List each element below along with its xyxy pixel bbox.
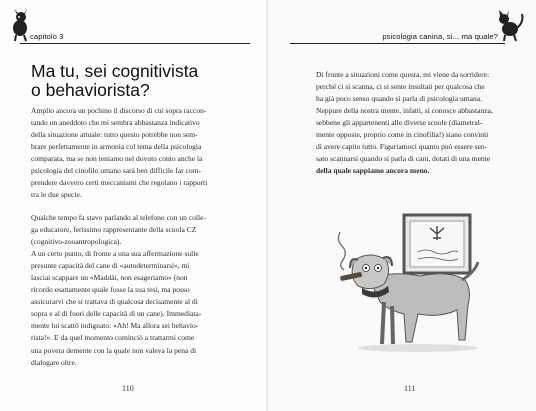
page-number-left: 110 [122, 384, 134, 393]
text-line: mente opposte, proprio come in cinofilia!) siano convinti [316, 130, 489, 140]
header-rule-right [290, 43, 505, 44]
text-line: dialogare oltre. [31, 357, 77, 367]
text-line: brare perfettamente in armonia col tema della psicologia [31, 142, 202, 152]
paragraph-2 [31, 212, 255, 369]
text-line: ricordo esattamente quale fosse la sua tesi, ma posso [31, 285, 190, 295]
text-line: Neppure della nostra mente, infatti, si conosce abbastanza, [316, 106, 493, 116]
text-line: assicurarvi che si trattava di qualcosa decisamente al di [31, 297, 198, 307]
text-line: perché ci si scanna, ci si sente insultati per qualcosa che [316, 82, 485, 92]
text-line: ga educatore, ferissimo rappresentante della scuola CZ [31, 225, 197, 235]
smoking-dog-illustration [300, 210, 515, 375]
cat-icon [496, 8, 526, 47]
text-line: comparata, ma se non teniamo nel dovuto conto anche la [31, 154, 203, 164]
text-line: sebbene gli appartenenti alle diverse scuole (diametral- [316, 118, 483, 128]
text-line: della situazione attuale: tutto questo potrebbe non sem- [31, 130, 198, 140]
text-line: sato scannarsi quando si parla di cani, dotati di una mente [316, 154, 491, 164]
text-line: mente lui scattò indignato: «Ah! Ma allora sei behavio- [31, 321, 199, 331]
page-number-right: 111 [404, 384, 416, 393]
text-line: A un certo punto, di fronte a una sua affermazione sulle [31, 249, 199, 259]
text-line: Amplio ancora un pochino il discorso di cui sopra raccon- [31, 106, 207, 115]
title-line-1: Ma tu, sei cognitivista [31, 61, 199, 81]
text-line: psicologia del cinofilo umano sarà ben difficile far com- [31, 166, 202, 176]
text-line: presunte capacità del cane di «autodeterminarsi», mi [31, 261, 190, 271]
framed-diploma-icon [404, 215, 470, 273]
running-head-right: psicologia canina, sì... ma quale? [382, 32, 498, 41]
title-line-2: o behaviorista? [31, 80, 150, 100]
text-line: Di fronte a situazioni come questa, mi viene da sorridere: [316, 70, 490, 79]
right-paragraph [316, 69, 512, 177]
dog-icon [8, 8, 34, 47]
running-head-left: capitolo 3 [30, 32, 64, 41]
text-line: sopra e al di fuori delle capacità di un cane). Immediata- [31, 309, 202, 319]
text-line: (cognitivo-zooantropologica). [31, 237, 122, 247]
text-line: tra le due specie. [31, 190, 82, 200]
text-line: una povera demente con la quale non valeva la pena di [31, 345, 197, 355]
text-line: di avere capito tutto. Figuriamoci quanto può essere sen- [316, 142, 488, 152]
header-rule-left [20, 43, 250, 44]
text-line: lasciai scappare un «Maddài, non esageriamo» (non [31, 273, 188, 283]
text-line: Qualche tempo fa stavo parlando al telefono con un colle- [31, 213, 206, 222]
text-line: ha già poco senso quando si parla di psicologia umana. [316, 94, 482, 104]
text-line-bold: della quale sappiamo ancora meno. [316, 166, 430, 176]
text-line: rista!». E da quel momento cominciò a trattarmi come [31, 333, 195, 343]
section-title [31, 62, 256, 100]
text-line: prendere davvero certi meccanismi che regolano i rapporti [31, 178, 208, 188]
text-line: tando un aneddoto che mi sembra abbastanza indicativo [31, 118, 200, 128]
paragraph-1 [31, 105, 255, 201]
